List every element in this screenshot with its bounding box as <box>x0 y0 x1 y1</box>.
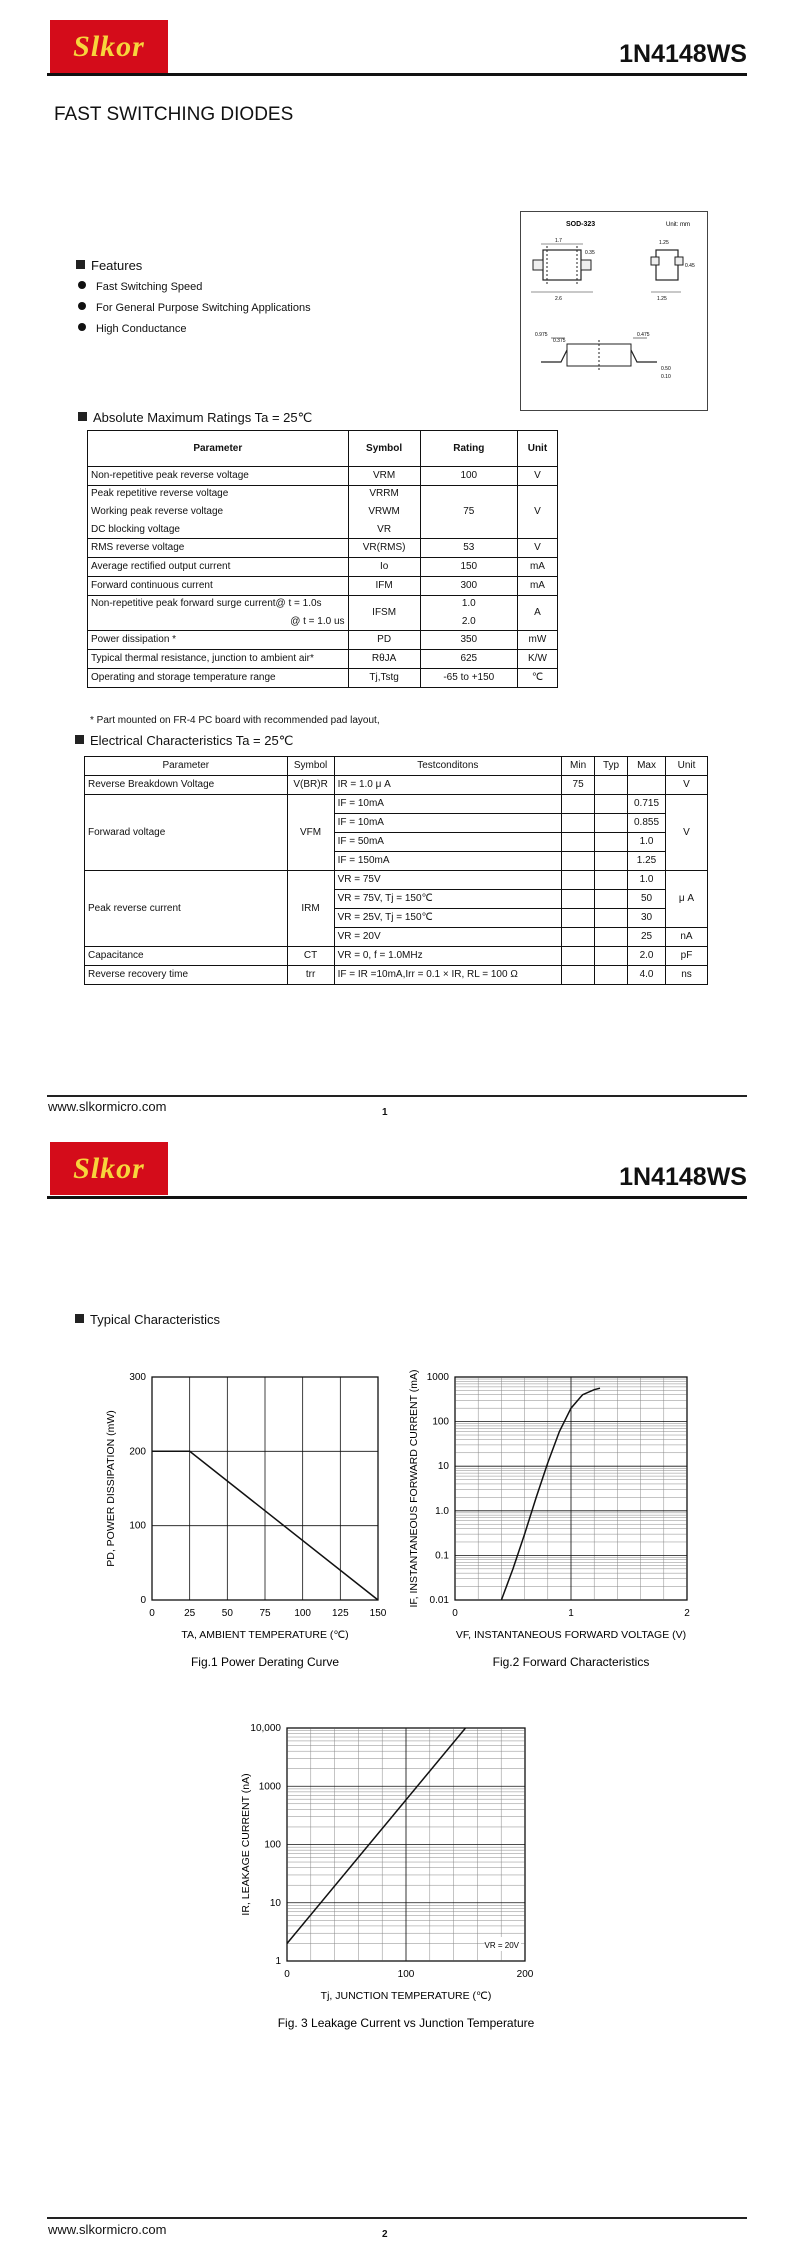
feature-item: Fast Switching Speed <box>78 281 202 293</box>
bullet-icon <box>78 281 86 289</box>
package-outline-svg <box>521 212 707 410</box>
table-row: RMS reverse voltage VR(RMS) 53 V <box>88 539 558 558</box>
x-tick-label: 2 <box>684 1608 690 1619</box>
x-tick-label: 0 <box>452 1608 458 1619</box>
table-row: VR = 20V 25 nA <box>85 928 708 947</box>
dim-3: 1.25 <box>659 240 669 246</box>
y-tick-label: 0.01 <box>429 1595 449 1606</box>
chart-caption: Fig. 3 Leakage Current vs Junction Temperature <box>277 2016 535 2030</box>
features-heading: Features <box>76 258 142 273</box>
dim-5: 0.45 <box>685 263 695 269</box>
bullet-icon <box>78 323 86 331</box>
y-tick-label: 300 <box>129 1372 146 1383</box>
page-number: 2 <box>382 2229 388 2240</box>
x-tick-label: 200 <box>516 1969 534 1980</box>
table-row: VR = 75V, Tj = 150℃ 50 <box>85 890 708 909</box>
y-axis-label: PD, POWER DISSIPATION (mW) <box>105 1410 117 1567</box>
table-row: Operating and storage temperature range Tj,Tstg -65 to +150 ℃ <box>88 669 558 688</box>
x-tick-label: 100 <box>397 1969 415 1980</box>
part-number: 1N4148WS <box>619 1163 747 1191</box>
header-rule <box>47 1196 747 1199</box>
chart-leakage-current <box>225 1715 565 2035</box>
brand-logo: Slkor <box>50 1142 168 1195</box>
table-row: Reverse recovery time trr IF = IR =10mA,Irr = 0.1 × IR, RL = 100 Ω 4.0 ns <box>85 966 708 985</box>
x-tick-label: 150 <box>369 1608 387 1619</box>
table-row: Typical thermal resistance, junction to ambient air* RθJA 625 K/W <box>88 650 558 669</box>
col-header: Unit <box>517 431 557 467</box>
col-header: Rating <box>420 431 517 467</box>
x-tick-label: 1 <box>568 1608 574 1619</box>
footer-url[interactable]: www.slkormicro.com <box>48 1099 167 1114</box>
x-tick-label: 125 <box>331 1608 349 1619</box>
col-header: Symbol <box>348 431 420 467</box>
x-tick-label: 25 <box>184 1608 196 1619</box>
x-tick-label: 0 <box>284 1969 290 1980</box>
dim-9: 0.375 <box>553 338 566 344</box>
feature-item: For General Purpose Switching Applications <box>78 302 311 314</box>
x-tick-label: 100 <box>294 1608 312 1619</box>
table-row: Average rectified output current Io 150 mA <box>88 558 558 577</box>
dim-1: 1.7 <box>555 238 562 244</box>
bullet-square-icon <box>78 412 87 421</box>
y-tick-label: 1000 <box>258 1781 281 1793</box>
package-unit: Unit: mm <box>666 222 690 228</box>
y-tick-label: 0 <box>140 1595 146 1606</box>
y-tick-label: 10 <box>437 1461 449 1473</box>
abs-max-footnote: * Part mounted on FR-4 PC board with recommended pad layout, <box>90 715 380 726</box>
x-axis-label: VF, INSTANTANEOUS FORWARD VOLTAGE (V) <box>455 1629 687 1641</box>
y-tick-label: 0.1 <box>435 1550 449 1562</box>
abs-max-table <box>87 430 558 688</box>
table-row: Non-repetitive peak forward surge current@ t = 1.0s @ t = 1.0 us IFSM 1.0 2.0 A <box>88 596 558 631</box>
abs-max-heading: Absolute Maximum Ratings Ta = 25℃ <box>78 410 312 426</box>
bullet-square-icon <box>76 260 85 269</box>
y-tick-label: 100 <box>432 1416 449 1428</box>
table-row: Peak reverse current IRM VR = 75V 1.0 μ A <box>85 871 708 890</box>
footer-rule <box>47 2217 747 2219</box>
y-tick-label: 200 <box>129 1446 146 1458</box>
package-drawing <box>520 211 708 411</box>
bullet-square-icon <box>75 735 84 744</box>
page-title: FAST SWITCHING DIODES <box>54 104 294 125</box>
table-row: Forwarad voltage VFM IF = 10mA 0.715 V <box>85 795 708 814</box>
package-name: SOD-323 <box>566 221 596 228</box>
dim-2: 0.35 <box>585 250 595 256</box>
dim-8: 0.475 <box>637 332 650 338</box>
dim-7: 0.975 <box>535 332 548 338</box>
footer-rule <box>47 1095 747 1097</box>
part-number: 1N4148WS <box>619 40 747 68</box>
table-row: Capacitance CT VR = 0, f = 1.0MHz 2.0 pF <box>85 947 708 966</box>
footer-url[interactable]: www.slkormicro.com <box>48 2222 167 2237</box>
dim-11: 0.10 <box>661 374 671 380</box>
x-tick-label: 0 <box>149 1608 155 1619</box>
y-tick-label: 10,000 <box>250 1723 281 1734</box>
brand-logo: Slkor <box>50 20 168 73</box>
table-row: IF = 150mA 1.25 <box>85 852 708 871</box>
y-axis-label: IF, INSTANTANEOUS FORWARD CURRENT (mA) <box>408 1369 420 1608</box>
col-header: Parameter <box>88 431 349 467</box>
page-number: 1 <box>382 1107 388 1118</box>
table-row: Power dissipation * PD 350 mW <box>88 631 558 650</box>
x-tick-label: 50 <box>221 1608 233 1619</box>
y-tick-label: 1.0 <box>435 1505 449 1517</box>
bullet-square-icon <box>75 1314 84 1323</box>
annotation-label: VR = 20V <box>484 1941 519 1950</box>
typical-heading: Typical Characteristics <box>75 1312 220 1327</box>
chart-caption: Fig.1 Power Derating Curve <box>190 1655 340 1669</box>
dim-10: 0.50 <box>661 366 671 372</box>
y-axis-label: IR, LEAKAGE CURRENT (nA) <box>240 1773 252 1916</box>
table-row: IF = 50mA 1.0 <box>85 833 708 852</box>
table-row: Non-repetitive peak reverse voltage VRM 100 V <box>88 467 558 486</box>
bullet-icon <box>78 302 86 310</box>
chart-power-derating <box>90 1365 400 1685</box>
chart-caption: Fig.2 Forward Characteristics <box>492 1655 650 1669</box>
table-row: IF = 10mA 0.855 <box>85 814 708 833</box>
elec-table: Parameter Symbol Testconditons Min Typ Max Unit Reverse Breakdown Voltage V(BR)R IR = 1.0 μ A 75 V Forwarad voltage VFM IF = 10mA 0.715 V IF = 10mA 0.855 IF = 50mA 1.0 IF = 150mA 1.25 Peak reverse current IRM VR = 75V 1.0 μ A VR = 75V, Tj = 150℃ 50 VR = 25V, Tj = 150℃ 30 VR = 20V 25 nA Capacitance CT VR = 0, f = 1.0MHz 2.0 pF Reverse recovery time trr IF = IR =10mA,Irr = 0.1 × IR, RL = 100 Ω 4.0 ns <box>84 756 708 985</box>
y-tick-label: 100 <box>129 1520 146 1532</box>
x-axis-label: Tj, JUNCTION TEMPERATURE (℃) <box>320 1990 492 2002</box>
table-row: Forward continuous current IFM 300 mA <box>88 577 558 596</box>
x-tick-label: 75 <box>259 1608 271 1619</box>
y-tick-label: 1 <box>275 1956 281 1967</box>
dim-4: 2.6 <box>555 296 562 302</box>
y-tick-label: 1000 <box>426 1372 449 1383</box>
dim-6: 1.25 <box>657 296 667 302</box>
y-tick-label: 10 <box>269 1897 281 1909</box>
feature-item: High Conductance <box>78 323 187 335</box>
table-row: Reverse Breakdown Voltage V(BR)R IR = 1.0 μ A 75 V <box>85 776 708 795</box>
elec-heading: Electrical Characteristics Ta = 25℃ <box>75 733 293 749</box>
y-tick-label: 100 <box>264 1839 281 1851</box>
table-row: Peak repetitive reverse voltage Working peak reverse voltage DC blocking voltage VRRM VRWM VR 75 V <box>88 486 558 539</box>
chart-forward-characteristics <box>395 1365 715 1685</box>
x-axis-label: TA, AMBIENT TEMPERATURE (℃) <box>181 1629 349 1641</box>
table-row: VR = 25V, Tj = 150℃ 30 <box>85 909 708 928</box>
header-rule <box>47 73 747 76</box>
